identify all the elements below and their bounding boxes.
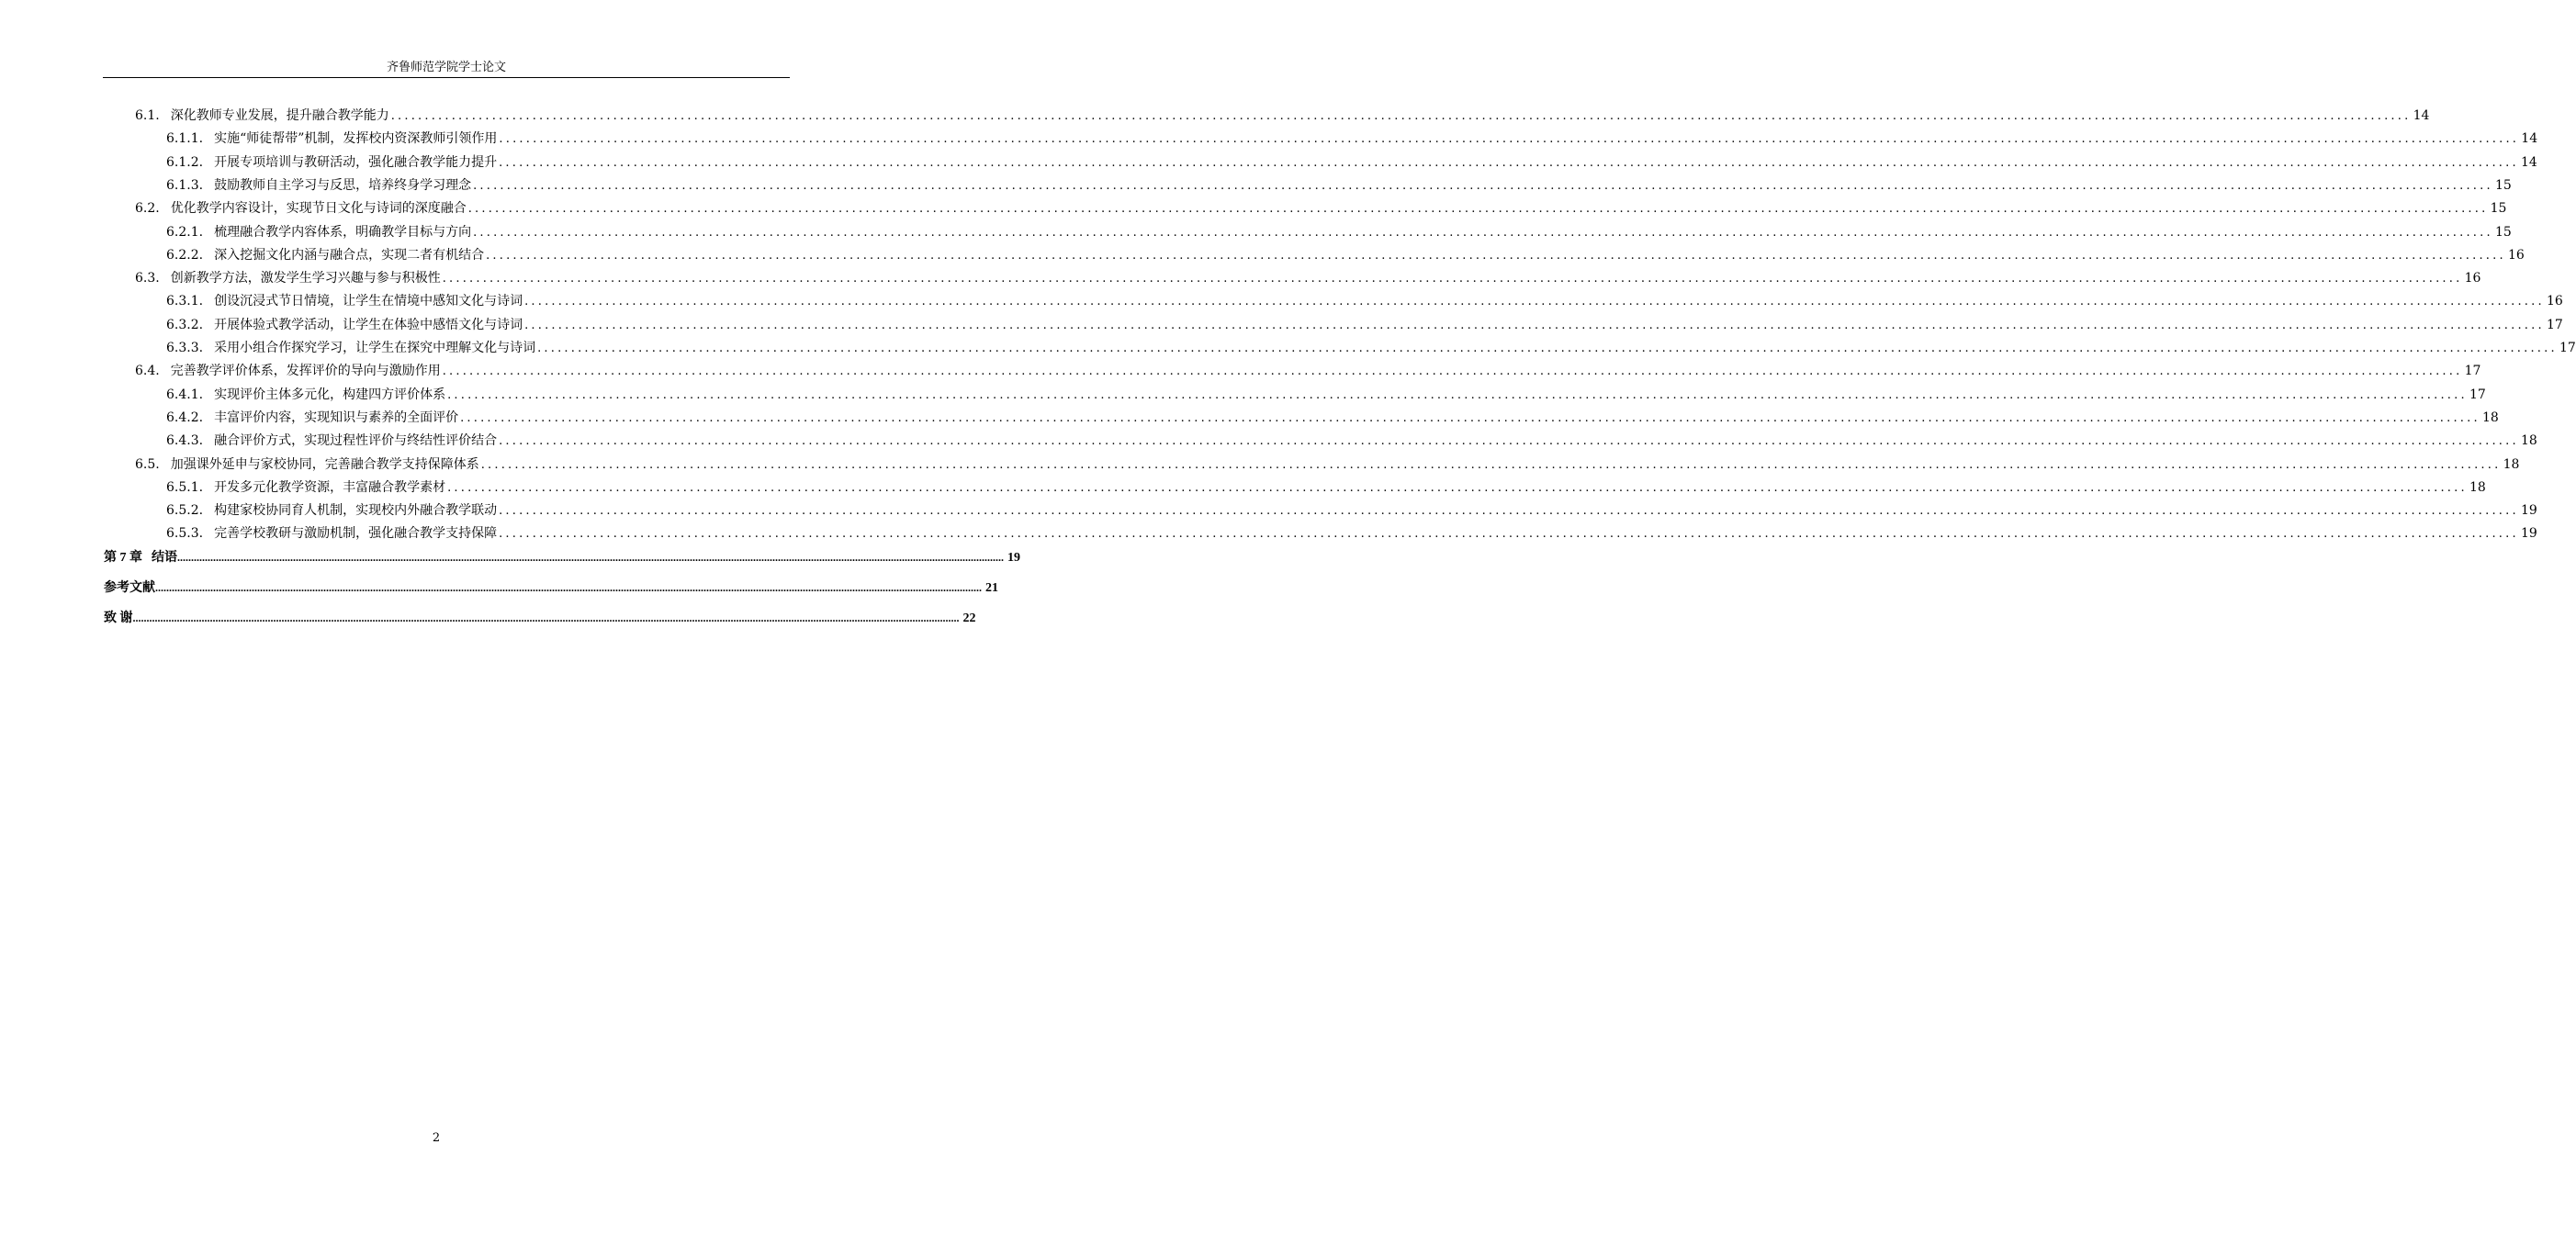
toc-dot-leader: ............................................................................................................................................................................................................................................................................................................	[524, 318, 2545, 332]
toc-entry-number: 6.4.	[135, 364, 160, 379]
toc-entry-title: 开发多元化教学资源，丰富融合教学素材	[214, 479, 446, 495]
toc-entry-page: 15	[2494, 224, 2512, 240]
toc-entry[interactable]	[135, 360, 2481, 383]
toc-entry-title: 完善教学评价体系，发挥评价的导向与激励作用	[170, 364, 441, 379]
toc-entry-number: 6.3.2.	[166, 317, 204, 332]
toc-entry-page: 14	[2413, 108, 2430, 123]
toc-entry-page: 17	[2559, 341, 2576, 355]
toc-entry-number: 6.1.1.	[166, 131, 204, 147]
toc-entry-page: 22	[962, 611, 976, 625]
toc-entry-page: 19	[1007, 551, 1020, 565]
toc-entry-page: 16	[2464, 271, 2481, 286]
toc-entry[interactable]	[166, 314, 2563, 337]
toc-dot-leader: ............................................................................................................................................................................................................................................................................................................	[499, 155, 2519, 170]
toc-entry[interactable]	[166, 244, 2525, 267]
toc-entry-page: 17	[2546, 317, 2563, 332]
toc-entry-number: 6.1.	[135, 108, 160, 123]
toc-entry-title: 创新教学方法，激发学生学习兴趣与参与积极性	[170, 271, 441, 286]
toc-entry-number: 6.1.2.	[166, 154, 204, 170]
toc-entry[interactable]	[135, 105, 2430, 128]
toc-entry-number: 6.2.2.	[166, 247, 204, 263]
toc-entry-title: 梳理融合教学内容体系，明确教学目标与方向	[214, 224, 472, 240]
toc-dot-leader: ............................................................................................................................................................................................................................................................................................................	[524, 295, 2545, 309]
toc-dot-leader: ............................................................................................................................................................................................................................................................................................................	[499, 434, 2519, 449]
toc-dot-leader: ............................................................................................................................................................................................................................................................................................................	[442, 272, 2463, 286]
toc-entry[interactable]	[166, 430, 2537, 453]
toc-entry[interactable]	[166, 477, 2486, 499]
toc-dot-leader: ............................................................................................................................................................................................................................................................................................................	[132, 611, 960, 624]
toc-entry[interactable]	[166, 407, 2499, 430]
toc-entry[interactable]	[104, 546, 1020, 569]
toc-entry-page: 17	[2469, 387, 2486, 402]
toc-entry[interactable]	[166, 337, 2576, 360]
toc-entry[interactable]	[166, 290, 2563, 313]
toc-entry-title: 实施“师徒帮带”机制，发挥校内资深教师引领作用	[214, 131, 498, 147]
toc-dot-leader: ............................................................................................................................................................................................................................................................................................................	[442, 365, 2463, 379]
toc-entry-number: 6.5.	[135, 456, 160, 472]
toc-entry-title: 采用小组合作探究学习，让学生在探究中理解文化与诗词	[214, 341, 536, 355]
toc-dot-leader: ............................................................................................................................................................................................................................................................................................................	[467, 202, 2489, 217]
toc-entry-number: 6.2.	[135, 201, 160, 217]
toc-entry-number: 6.1.3.	[166, 177, 204, 193]
toc-dot-leader: ............................................................................................................................................................................................................................................................................................................	[537, 342, 2558, 355]
toc-dot-leader: ............................................................................................................................................................................................................................................................................................................	[499, 527, 2519, 542]
header-rule	[103, 77, 790, 78]
toc-entry[interactable]	[166, 151, 2537, 174]
toc-entry-page: 17	[2464, 364, 2481, 379]
toc-entry[interactable]	[166, 384, 2486, 407]
toc-entry-title: 实现评价主体多元化，构建四方评价体系	[214, 387, 446, 402]
toc-entry-page: 14	[2520, 154, 2537, 170]
toc-entry-title: 参考文献	[104, 581, 155, 595]
toc-entry-number: 6.3.3.	[166, 341, 204, 355]
toc-dot-leader: ............................................................................................................................................................................................................................................................................................................	[480, 457, 2502, 472]
toc-entry-number: 6.4.1.	[166, 387, 204, 402]
toc-entry-page: 16	[2546, 294, 2563, 309]
toc-entry-number: 6.5.2.	[166, 503, 204, 519]
toc-dot-leader: ............................................................................................................................................................................................................................................................................................................	[499, 132, 2520, 147]
toc-entry-page: 21	[985, 581, 998, 595]
toc-entry-title: 深入挖掘文化内涵与融合点，实现二者有机结合	[214, 247, 485, 263]
toc-dot-leader: ............................................................................................................................................................................................................................................................................................................	[486, 248, 2506, 263]
toc-entry-title: 致 谢	[104, 611, 133, 625]
toc-entry[interactable]	[135, 267, 2481, 290]
toc-dot-leader: ............................................................................................................................................................................................................................................................................................................	[390, 109, 2412, 123]
toc-entry-title: 完善学校教研与激励机制，强化融合教学支持保障	[214, 526, 498, 542]
page-number: 2	[432, 1131, 441, 1145]
toc-entry[interactable]	[166, 174, 2512, 197]
toc-entry-number: 6.3.1.	[166, 294, 204, 309]
toc-entry[interactable]	[104, 607, 976, 630]
running-header: 齐鲁师范学院学士论文	[386, 61, 506, 74]
toc-entry-page: 19	[2520, 526, 2537, 542]
toc-entry-number: 第 7 章	[104, 551, 142, 565]
toc-entry-number: 6.3.	[135, 271, 160, 286]
toc-entry[interactable]	[166, 499, 2537, 522]
toc-entry-number: 6.4.2.	[166, 409, 204, 425]
toc-entry[interactable]	[166, 522, 2537, 545]
toc-entry-page: 15	[2494, 177, 2512, 193]
toc-entry-title: 融合评价方式，实现过程性评价与终结性评价结合	[214, 433, 498, 449]
toc-dot-leader: ............................................................................................................................................................................................................................................................................................................	[155, 581, 982, 594]
toc-entry-page: 18	[2520, 433, 2537, 449]
toc-entry[interactable]	[166, 221, 2512, 244]
toc-entry-title: 开展体验式教学活动，让学生在体验中感悟文化与诗词	[214, 317, 523, 332]
toc-dot-leader: ............................................................................................................................................................................................................................................................................................................	[447, 387, 2468, 402]
toc-entry-title: 构建家校协同育人机制，实现校内外融合教学联动	[214, 503, 498, 519]
toc-entry-title: 创设沉浸式节日情境，让学生在情境中感知文化与诗词	[214, 294, 523, 309]
toc-entry-title: 开展专项培训与教研活动，强化融合教学能力提升	[214, 154, 498, 170]
toc-dot-leader: ............................................................................................................................................................................................................................................................................................................	[473, 225, 2493, 240]
toc-entry-title: 优化教学内容设计，实现节日文化与诗词的深度融合	[170, 201, 467, 217]
toc-entry-title: 鼓励教师自主学习与反思，培养终身学习理念	[214, 177, 472, 193]
toc-entry-page: 18	[2469, 479, 2486, 495]
toc-entry[interactable]	[135, 197, 2507, 220]
toc-entry-page: 16	[2507, 247, 2525, 263]
toc-entry-title: 丰富评价内容，实现知识与素养的全面评价	[214, 409, 459, 425]
toc-entry-title: 加强课外延申与家校协同，完善融合教学支持保障体系	[170, 456, 479, 472]
toc-entry-number: 6.5.3.	[166, 526, 204, 542]
toc-entry-page: 18	[2503, 456, 2520, 472]
toc-entry-number: 6.2.1.	[166, 224, 204, 240]
toc-dot-leader: ............................................................................................................................................................................................................................................................................................................	[460, 410, 2480, 425]
toc-dot-leader: ............................................................................................................................................................................................................................................................................................................	[447, 480, 2468, 495]
toc-entry-number: 6.5.1.	[166, 479, 204, 495]
toc-entry-page: 18	[2481, 409, 2499, 425]
toc-entry-page: 14	[2521, 131, 2538, 147]
toc-entry-title: 结语	[152, 551, 177, 565]
toc-entry-page: 15	[2490, 201, 2507, 217]
toc-entry[interactable]	[104, 577, 998, 600]
toc-entry-number: 6.4.3.	[166, 433, 204, 449]
toc-dot-leader: ............................................................................................................................................................................................................................................................................................................	[177, 551, 1004, 564]
toc-dot-leader: ............................................................................................................................................................................................................................................................................................................	[473, 178, 2493, 193]
toc-entry[interactable]	[135, 454, 2520, 477]
toc-entry-page: 19	[2520, 503, 2537, 519]
toc-entry[interactable]	[166, 128, 2538, 151]
toc-dot-leader: ............................................................................................................................................................................................................................................................................................................	[499, 504, 2519, 519]
toc-entry-title: 深化教师专业发展，提升融合教学能力	[170, 108, 389, 123]
